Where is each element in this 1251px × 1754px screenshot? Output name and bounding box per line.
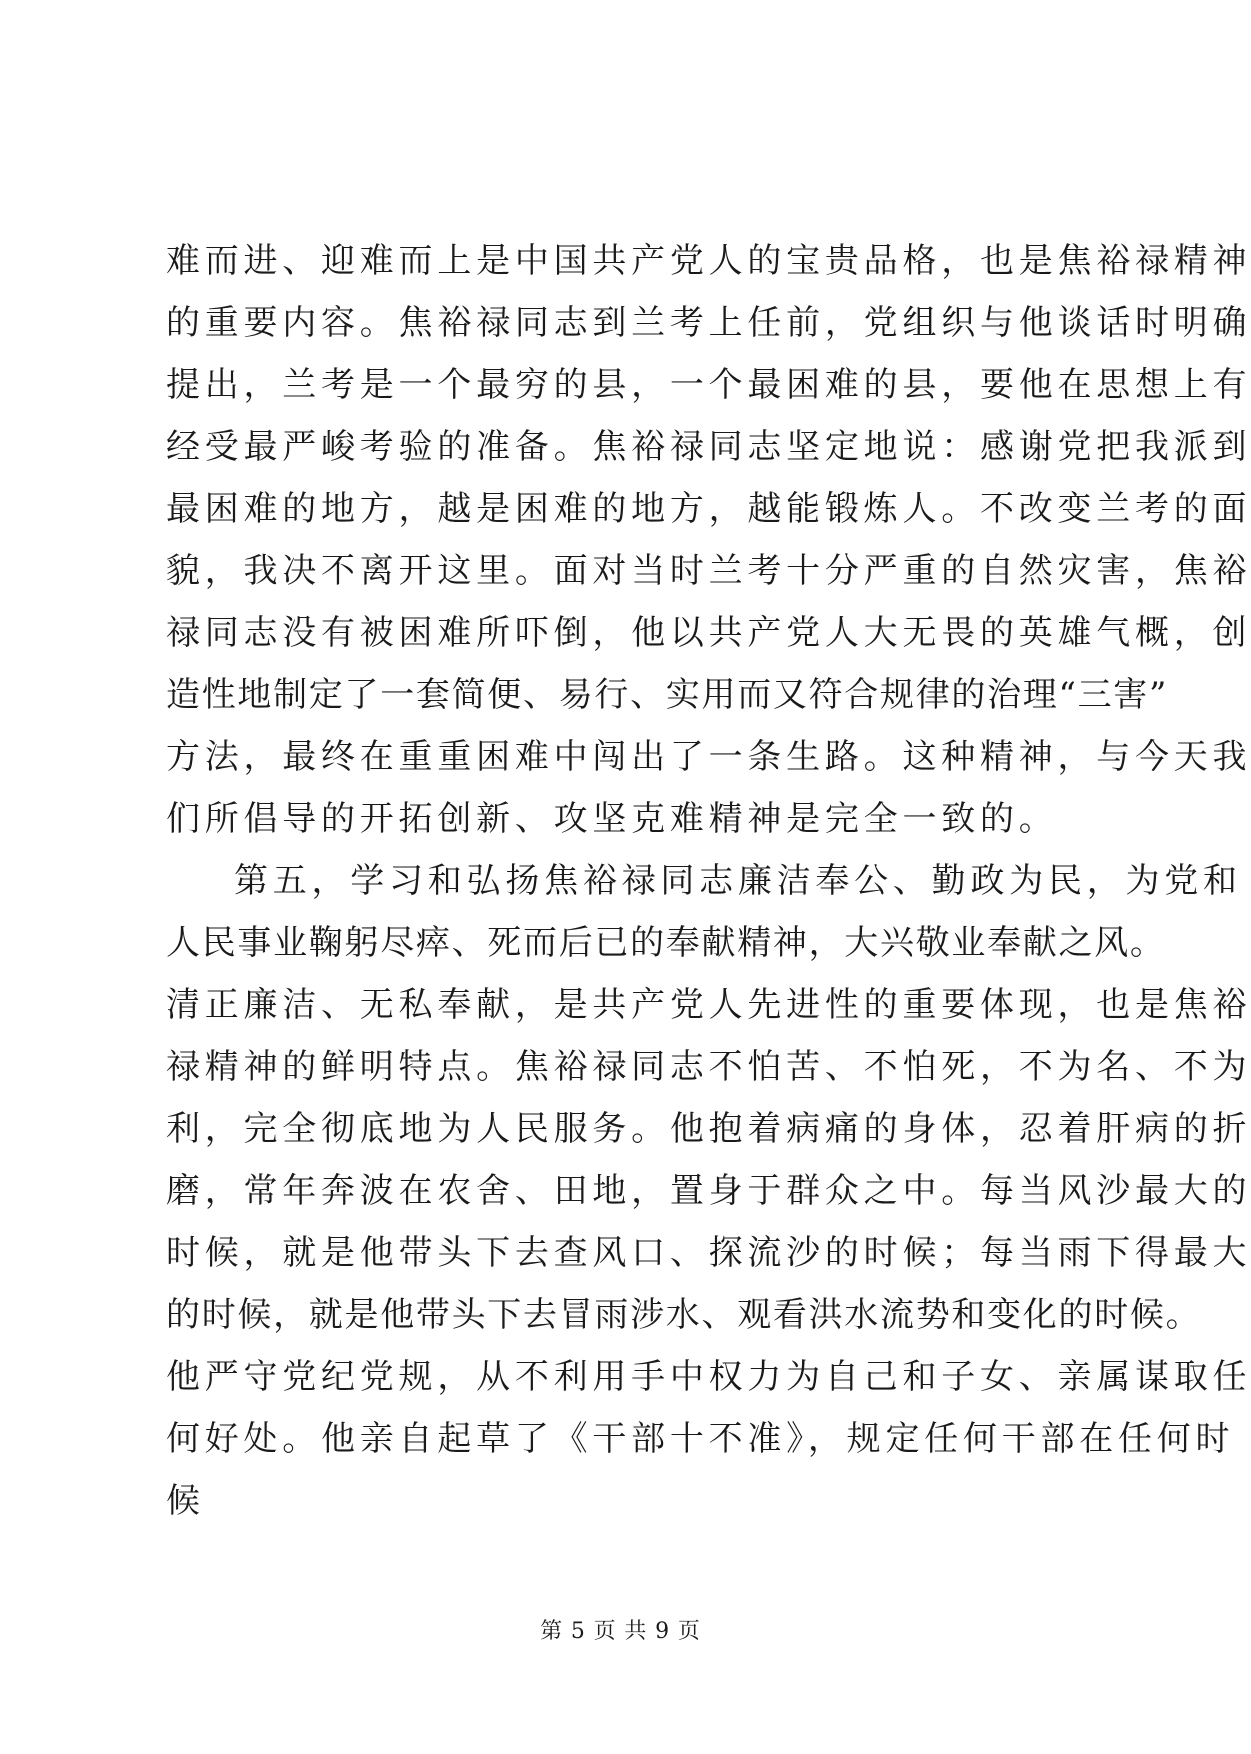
page-number-footer: 第 5 页 共 9 页	[540, 1619, 701, 1644]
text-line: 难而进、迎难而上是中国共产党人的宝贵品格，也是焦裕禄精神	[166, 241, 1251, 281]
text-line: 何好处。他亲自起草了《干部十不准》，规定任何干部在任何时	[166, 1419, 1235, 1459]
text-line: 的时候，就是他带头下去冒雨涉水、观看洪水流势和变化的时候。	[166, 1295, 1202, 1335]
text-line: 的重要内容。焦裕禄同志到兰考上任前，党组织与他谈话时明确	[166, 303, 1251, 343]
text-line: 磨，常年奔波在农舍、田地，置身于群众之中。每当风沙最大的	[166, 1171, 1251, 1211]
text-line: 们所倡导的开拓创新、攻坚克难精神是完全一致的。	[166, 799, 1058, 839]
text-line: 禄精神的鲜明特点。焦裕禄同志不怕苦、不怕死，不为名、不为	[166, 1047, 1251, 1087]
text-line: 他严守党纪党规，从不利用手中权力为自己和子女、亲属谋取任	[166, 1357, 1251, 1397]
paragraph-start-line: 第五，学习和弘扬焦裕禄同志廉洁奉公、勤政为民，为党和	[234, 861, 1242, 901]
text-line: 人民事业鞠躬尽瘁、死而后已的奉献精神，大兴敬业奉献之风。	[166, 923, 1166, 963]
text-line: 候	[166, 1481, 205, 1521]
text-line: 最困难的地方，越是困难的地方，越能锻炼人。不改变兰考的面	[166, 489, 1251, 529]
text-line: 提出，兰考是一个最穷的县，一个最困难的县，要他在思想上有	[166, 365, 1251, 405]
body-text	[166, 230, 1251, 1532]
text-line: 貌，我决不离开这里。面对当时兰考十分严重的自然灾害，焦裕	[166, 551, 1251, 591]
text-line: 禄同志没有被困难所吓倒，他以共产党人大无畏的英雄气概，创	[166, 613, 1251, 653]
text-line: 方法，最终在重重困难中闯出了一条生路。这种精神，与今天我	[166, 737, 1251, 777]
text-line: 时候，就是他带头下去查风口、探流沙的时候；每当雨下得最大	[166, 1233, 1251, 1273]
text-line: 利，完全彻底地为人民服务。他抱着病痛的身体，忍着肝病的折	[166, 1109, 1251, 1149]
text-line: 造性地制定了一套简便、易行、实用而又符合规律的治理“三害”	[166, 675, 1169, 715]
text-line: 清正廉洁、无私奉献，是共产党人先进性的重要体现，也是焦裕	[166, 985, 1251, 1025]
text-line: 经受最严峻考验的准备。焦裕禄同志坚定地说：感谢党把我派到	[166, 427, 1251, 467]
